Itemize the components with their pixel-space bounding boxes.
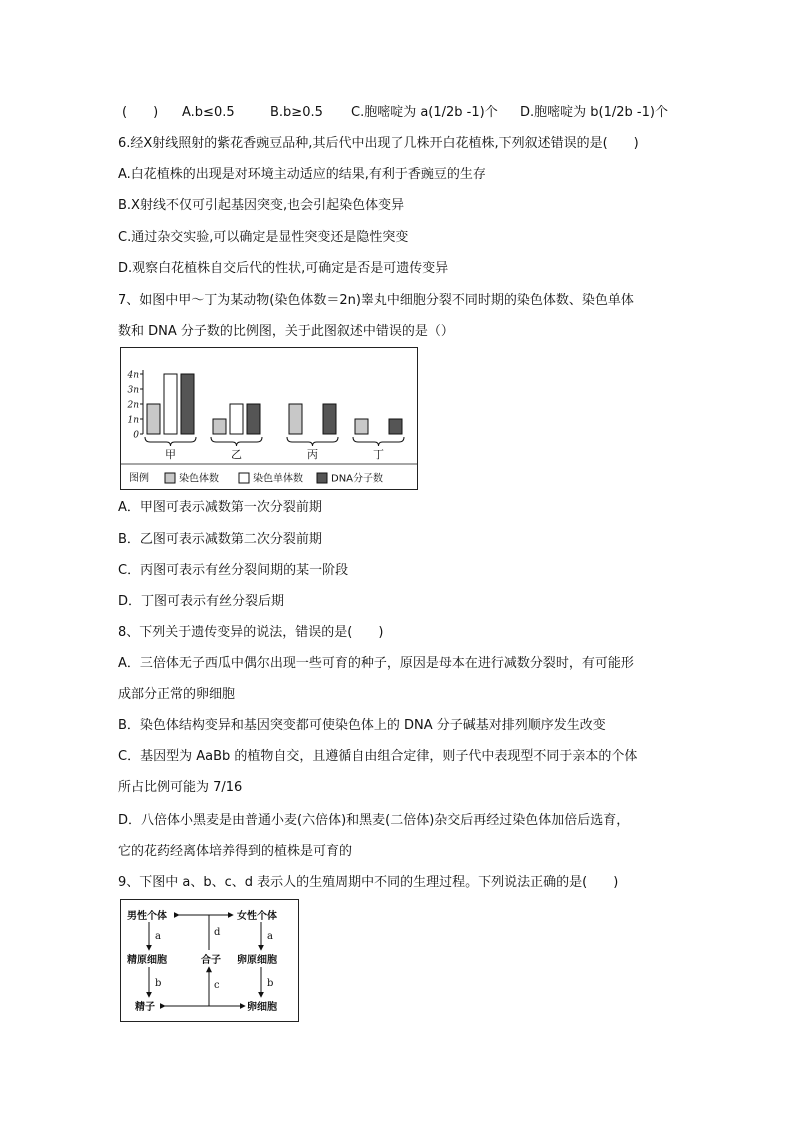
q8-stem: 8、下列关于遗传变异的说法，错误的是( )	[118, 625, 384, 640]
q7-stem-line2: 数和 DNA 分子数的比例图，关于此图叙述中错误的是（）	[118, 324, 454, 339]
q6-stem: 6.经X射线照射的紫花香豌豆品种,其后代中出现了几株开白花植株,下列叙述错误的是( )	[118, 136, 639, 151]
q8-option-a-line1: A．三倍体无子西瓜中偶尔出现一些可育的种子，原因是母本在进行减数分裂时，有可能形	[118, 656, 634, 671]
legend-title: 图例	[129, 473, 149, 484]
bar-chromatid	[230, 404, 243, 434]
q8-option-d-line1: D．八倍体小黑麦是由普通小麦(六倍体)和黑麦(二倍体)杂交后再经过染色体加倍后选育，	[118, 813, 630, 828]
egg-node: 卵细胞	[247, 1002, 277, 1013]
q9-stem: 9、下图中 a、b、c、d 表示人的生殖周期中不同的生理过程。下列说法正确的是( )	[118, 875, 619, 890]
q8-option-a-line2: 成部分正常的卵细胞	[118, 687, 236, 702]
category-bracket	[145, 437, 196, 446]
q6-option-c: C.通过杂交实验,可以确定是显性突变还是隐性突变	[118, 230, 409, 245]
y-tick-label: 0	[133, 430, 139, 441]
bar-chromosome	[213, 419, 226, 434]
bar-dna	[247, 404, 260, 434]
category-label: 丁	[373, 448, 384, 461]
legend-swatch	[317, 473, 327, 483]
q5-option-d: D.胞嘧啶为 b(1/2b -1)个	[520, 105, 668, 120]
q8-option-c-line1: C．基因型为 AaBb 的植物自交，且遵循自由组合定律，则子代中表现型不同于亲本的个体	[118, 749, 638, 764]
q6-option-b: B.X射线不仅可引起基因突变,也会引起染色体变异	[118, 198, 405, 213]
q8-option-b: B．染色体结构变异和基因突变都可使染色体上的 DNA 分子碱基对排列顺序发生改变	[118, 718, 606, 733]
label-a-right: a	[267, 931, 273, 942]
y-tick-label: 1n	[127, 415, 139, 426]
bar-chromosome	[289, 404, 302, 434]
bar-chromatid	[164, 374, 177, 434]
legend-label: 染色单体数	[253, 473, 303, 485]
q5-option-a: A.b≤0.5	[182, 105, 235, 120]
q7-option-a: A．甲图可表示减数第一次分裂前期	[118, 500, 322, 515]
bar-chromosome	[147, 404, 160, 434]
bar-dna	[323, 404, 336, 434]
label-d: d	[214, 927, 221, 938]
q7-bar-chart	[121, 348, 417, 489]
legend-label: 染色体数	[179, 473, 219, 485]
category-label: 乙	[231, 448, 242, 461]
q5-options	[118, 104, 678, 122]
label-b-right: b	[267, 978, 274, 989]
q9-reproduction-diagram	[120, 899, 299, 1022]
q7-bar-chart-figure	[120, 347, 418, 490]
q7-option-b: B．乙图可表示减数第二次分裂前期	[118, 532, 322, 547]
label-b-left: b	[155, 978, 162, 989]
category-bracket	[353, 437, 404, 446]
legend-label: DNA分子数	[331, 473, 384, 485]
legend-swatch	[239, 473, 249, 483]
q7-option-d: D．丁图可表示有丝分裂后期	[118, 594, 285, 609]
bar-dna	[181, 374, 194, 434]
q7-stem-line1: 7、如图中甲～丁为某动物(染色体数＝2n)睾丸中细胞分裂不同时期的染色体数、染色单体	[118, 293, 634, 308]
female-node: 女性个体	[237, 911, 277, 922]
category-bracket	[211, 437, 262, 446]
q6-option-a: A.白花植株的出现是对环境主动适应的结果,有利于香豌豆的生存	[118, 167, 486, 182]
q8-option-c-line2: 所占比例可能为 7/16	[118, 780, 243, 795]
male-node: 男性个体	[127, 911, 167, 922]
q6-option-d: D.观察白花植株自交后代的性状,可确定是否是可遗传变异	[118, 261, 449, 276]
legend-swatch	[165, 473, 175, 483]
q9-diagram-svg	[121, 900, 298, 1021]
q8-option-d-line2: 它的花药经离体培养得到的植株是可育的	[118, 844, 353, 859]
spermatogonium-node: 精原细胞	[127, 955, 167, 966]
category-bracket	[287, 437, 338, 446]
bar-chromosome	[355, 419, 368, 434]
q5-option-c: C.胞嘧啶为 a(1/2b -1)个	[351, 105, 498, 120]
label-c: c	[214, 980, 220, 991]
sperm-node: 精子	[135, 1002, 155, 1013]
zygote-node: 合子	[201, 955, 221, 966]
y-tick-label: 2n	[127, 400, 139, 411]
label-a-left: a	[155, 931, 161, 942]
q5-answer-paren: ( )	[122, 105, 159, 120]
q7-option-c: C．丙图可表示有丝分裂间期的某一阶段	[118, 563, 349, 578]
oogonium-node: 卵原细胞	[237, 955, 277, 966]
category-label: 丙	[307, 448, 318, 461]
category-label: 甲	[165, 448, 176, 461]
y-tick-label: 3n	[127, 385, 139, 396]
bar-dna	[389, 419, 402, 434]
y-tick-label: 4n	[127, 370, 139, 381]
q5-option-b: B.b≥0.5	[270, 105, 323, 120]
